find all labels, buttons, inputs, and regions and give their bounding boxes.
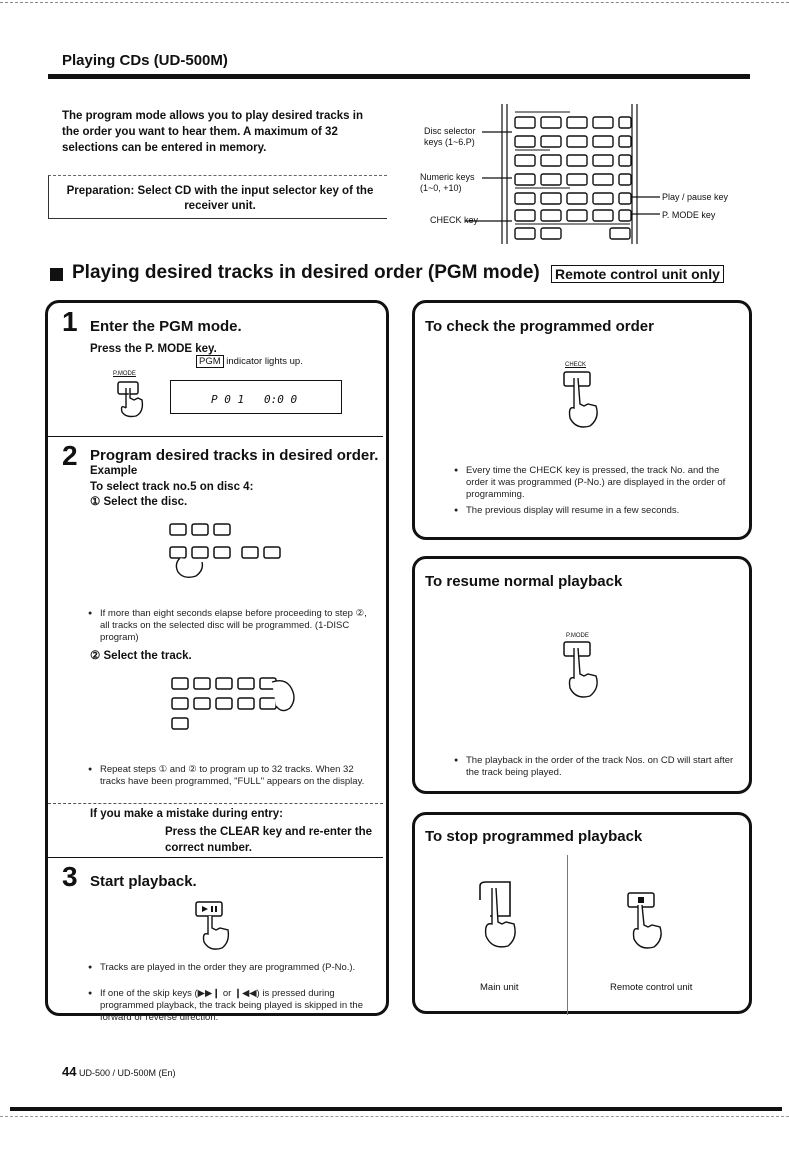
step2-title: Program desired tracks in desired order. xyxy=(90,447,379,464)
step1-title: Enter the PGM mode. xyxy=(90,318,242,335)
step2-sub1: ① Select the disc. xyxy=(90,496,188,508)
play-pause-label: Play / pause key xyxy=(662,192,729,202)
step1-key-label: P.MODE xyxy=(113,371,136,377)
step1-number: 1 xyxy=(62,306,78,337)
page-title: Playing CDs (UD-500M) xyxy=(62,52,228,69)
mistake-text: Press the CLEAR key and re-enter the correct number. xyxy=(165,826,373,854)
preparation-text: Preparation: Select CD with the input selector key of the receiver unit. xyxy=(66,185,374,212)
resume-key-label: P.MODE xyxy=(566,633,589,639)
step2-bullet2: ● Repeat steps ① and ② to program up to 32 tracks. When 32 tracks have been programmed, "FULL" appears on the display. xyxy=(100,764,372,788)
display-panel xyxy=(170,380,342,414)
resume-title: To resume normal playback xyxy=(425,573,623,590)
page-number: 44 xyxy=(62,1064,77,1079)
preparation-box xyxy=(48,175,387,219)
resume-bullet1: ● The playback in the order of the track Nos. on CD will start after the track being played. xyxy=(466,755,738,779)
check-key-label: CHECK xyxy=(565,362,587,368)
main-unit-hand-icon xyxy=(470,880,530,960)
remote-keypad-drawing xyxy=(420,104,760,246)
remote-unit-caption: Remote control unit xyxy=(610,982,693,993)
step3-number: 3 xyxy=(62,861,78,892)
step3-title: Start playback. xyxy=(90,873,197,890)
check-bullet1: ● Every time the CHECK key is pressed, the track No. and the order it was programmed (P-No.) are displayed in the order of programming. xyxy=(466,465,736,501)
step2-sub2: ② Select the track. xyxy=(90,650,192,662)
play-pause-hand-icon xyxy=(196,902,236,952)
remote-diagram xyxy=(420,104,760,246)
step3-bullet1: ● Tracks are played in the order they are programmed (P-No.). xyxy=(100,962,372,974)
mistake-divider-bottom xyxy=(48,857,383,858)
check-bullet2: ● The previous display will resume in a few seconds. xyxy=(466,505,736,517)
numeric-keys-label: Numeric keys (1~0, +10) xyxy=(420,172,475,193)
bottom-rule xyxy=(10,1107,782,1111)
pmode-label: P. MODE key xyxy=(662,210,716,220)
step1-instruction: Press the P. MODE key. xyxy=(90,343,217,355)
main-unit-caption: Main unit xyxy=(480,982,519,993)
section-title: Playing desired tracks in desired order (PGM mode) xyxy=(72,262,540,283)
step2-number: 2 xyxy=(62,440,78,471)
disc-keys-drawing xyxy=(170,524,300,584)
step2-bullet1: ● If more than eight seconds elapse before proceeding to step ②, all tracks on the selected disc will be programmed. (1-DISC program) xyxy=(100,608,372,644)
remote-unit-hand-icon xyxy=(628,893,678,963)
check-hand-icon xyxy=(564,372,604,432)
disc-selector-label: Disc selector keys (1~6.P) xyxy=(424,126,476,147)
check-title: To check the programmed order xyxy=(425,318,654,335)
step2-example-detail: To select track no.5 on disc 4: xyxy=(90,481,254,493)
top-edge xyxy=(0,2,789,3)
stop-divider xyxy=(567,855,568,1015)
pgm-word: PGM xyxy=(196,355,224,368)
mistake-title: If you make a mistake during entry: xyxy=(90,808,284,820)
pressing-hand-icon xyxy=(112,382,152,418)
pgm-indicator xyxy=(196,356,303,367)
display-readout: P 0 1 0:0 0 xyxy=(211,393,298,406)
section-square-icon xyxy=(50,268,63,281)
step3-bullet2: ● If one of the skip keys (▶▶❙ or ❙◀◀) is pressed during programmed playback, the track being played is skipped in the forward or reverse direction. xyxy=(100,988,372,1024)
page-footer xyxy=(62,1064,176,1079)
header-rule xyxy=(48,74,750,79)
track-keys-drawing xyxy=(172,678,322,728)
mistake-divider-top xyxy=(48,803,383,804)
intro-text: The program mode allows you to play desired tracks in the order you want to hear them. A maximum of 32 selections can be entered in memory. xyxy=(62,110,363,154)
step2-example: Example xyxy=(90,465,138,477)
remote-only-badge: Remote control unit only xyxy=(551,265,724,283)
pgm-note: indicator lights up. xyxy=(226,356,303,367)
step-divider xyxy=(48,436,383,437)
model-number: UD-500 / UD-500M (En) xyxy=(78,1068,176,1078)
check-key-label: CHECK key xyxy=(430,215,479,225)
stop-title: To stop programmed playback xyxy=(425,828,643,845)
bottom-edge xyxy=(0,1116,789,1117)
resume-hand-icon xyxy=(564,642,604,702)
